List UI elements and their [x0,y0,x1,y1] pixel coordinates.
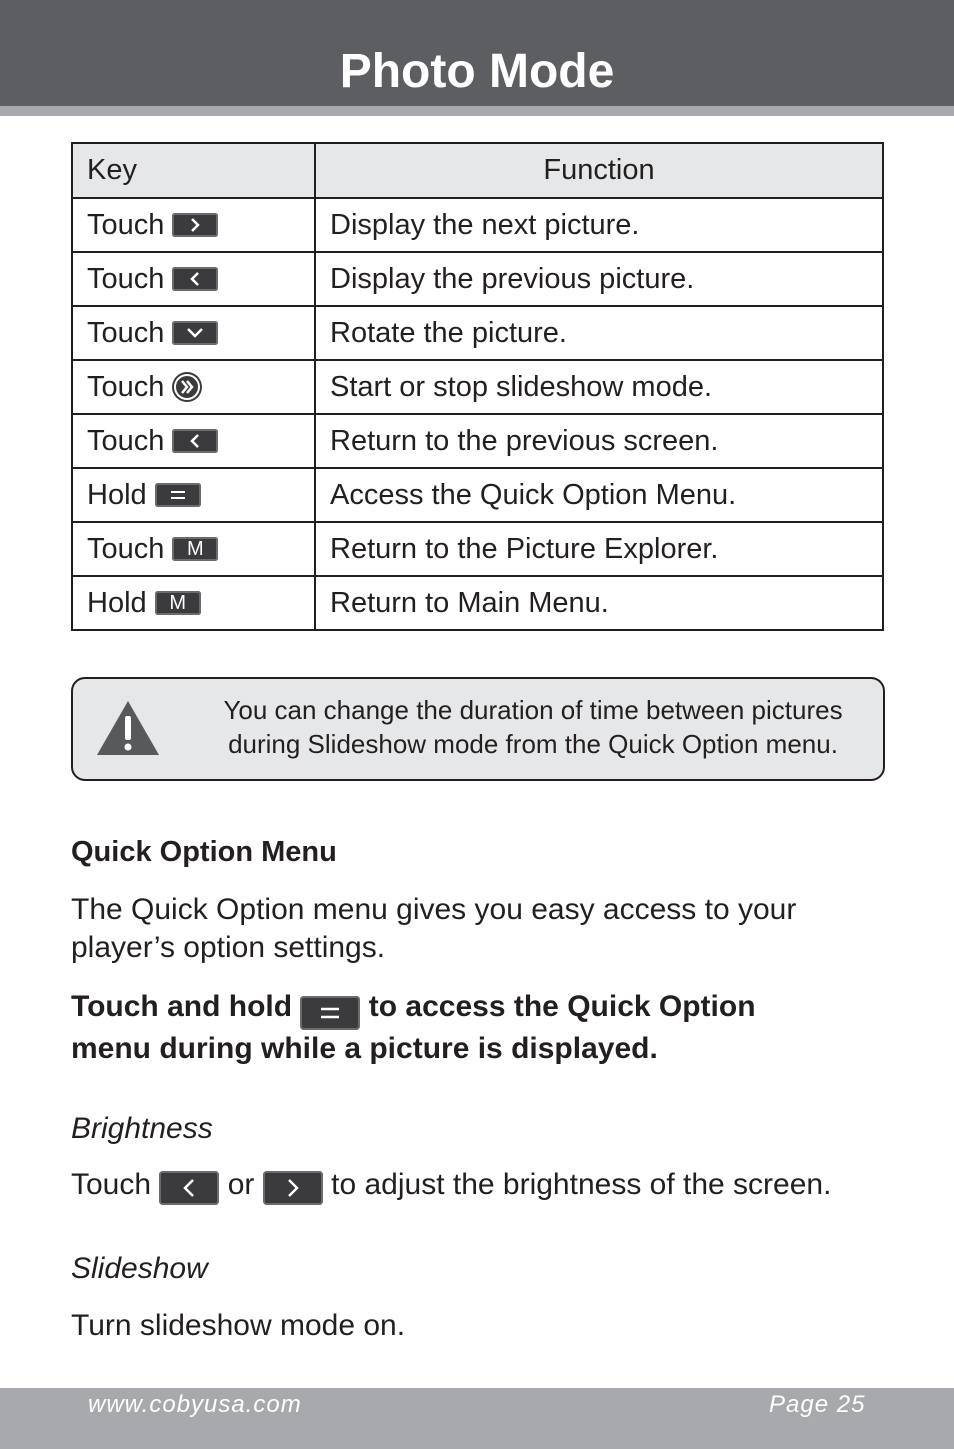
instruction-paragraph [71,988,881,1068]
menu-equals-icon [155,483,201,507]
brightness-text: or [227,1168,255,1201]
function-text: Return to the previous screen. [315,414,883,468]
function-text: Return to Main Menu. [315,576,883,630]
key-action: Hold [87,478,147,511]
down-arrow-icon [172,321,218,345]
note-text-line: You can change the duration of time between pictures [223,695,843,725]
menu-equals-icon [300,996,360,1030]
table-row [72,360,883,414]
column-header-function: Function [315,143,883,198]
m-key-icon: M [155,591,201,615]
m-key-icon: M [172,537,218,561]
left-arrow-icon [172,429,218,453]
note-box [71,677,885,781]
table-row [72,414,883,468]
table-row [72,198,883,252]
column-header-key: Key [72,143,315,198]
key-function-table [71,142,884,631]
function-text: Display the previous picture. [315,252,883,306]
slideshow-title: Slideshow [71,1252,208,1285]
table-row [72,468,883,522]
table-row [72,522,883,576]
instruction-text: to access the Quick Option [368,990,756,1023]
left-arrow-icon [172,267,218,291]
header-strip [0,106,954,116]
page-number: Page 25 [769,1391,866,1418]
slideshow-circle-icon [172,372,202,402]
right-arrow-icon [172,213,218,237]
section-heading: Quick Option Menu [71,836,337,868]
right-arrow-icon [263,1171,323,1205]
brightness-text: Touch [71,1168,152,1201]
table-row [72,306,883,360]
note-text-line: during Slideshow mode from the Quick Option menu. [228,729,838,759]
key-action: Touch [87,370,165,403]
key-action: Touch [87,532,165,565]
table-row [72,252,883,306]
brightness-title: Brightness [71,1112,213,1145]
function-text: Display the next picture. [315,198,883,252]
note-text [193,693,873,761]
instruction-text: Touch and hold [71,990,293,1023]
page-title: Photo Mode [339,45,615,98]
key-action: Hold [87,586,147,619]
function-text: Return to the Picture Explorer. [315,522,883,576]
key-action: Touch [87,262,165,295]
brightness-paragraph [71,1166,881,1205]
function-text: Access the Quick Option Menu. [315,468,883,522]
warning-icon [95,699,161,762]
brightness-text: to adjust the brightness of the screen. [331,1168,832,1201]
table-header-row [72,143,883,198]
slideshow-paragraph: Turn slideshow mode on. [71,1309,406,1342]
function-text: Start or stop slideshow mode. [315,360,883,414]
instruction-text: menu during while a picture is displayed. [71,1032,658,1065]
table-row [72,576,883,630]
left-arrow-icon [159,1171,219,1205]
key-action: Touch [87,316,165,349]
footer-url: www.cobyusa.com [88,1391,302,1418]
function-text: Rotate the picture. [315,306,883,360]
key-action: Touch [87,424,165,457]
key-action: Touch [87,208,165,241]
intro-paragraph: The Quick Option menu gives you easy access to your player’s option settings. [71,893,797,964]
